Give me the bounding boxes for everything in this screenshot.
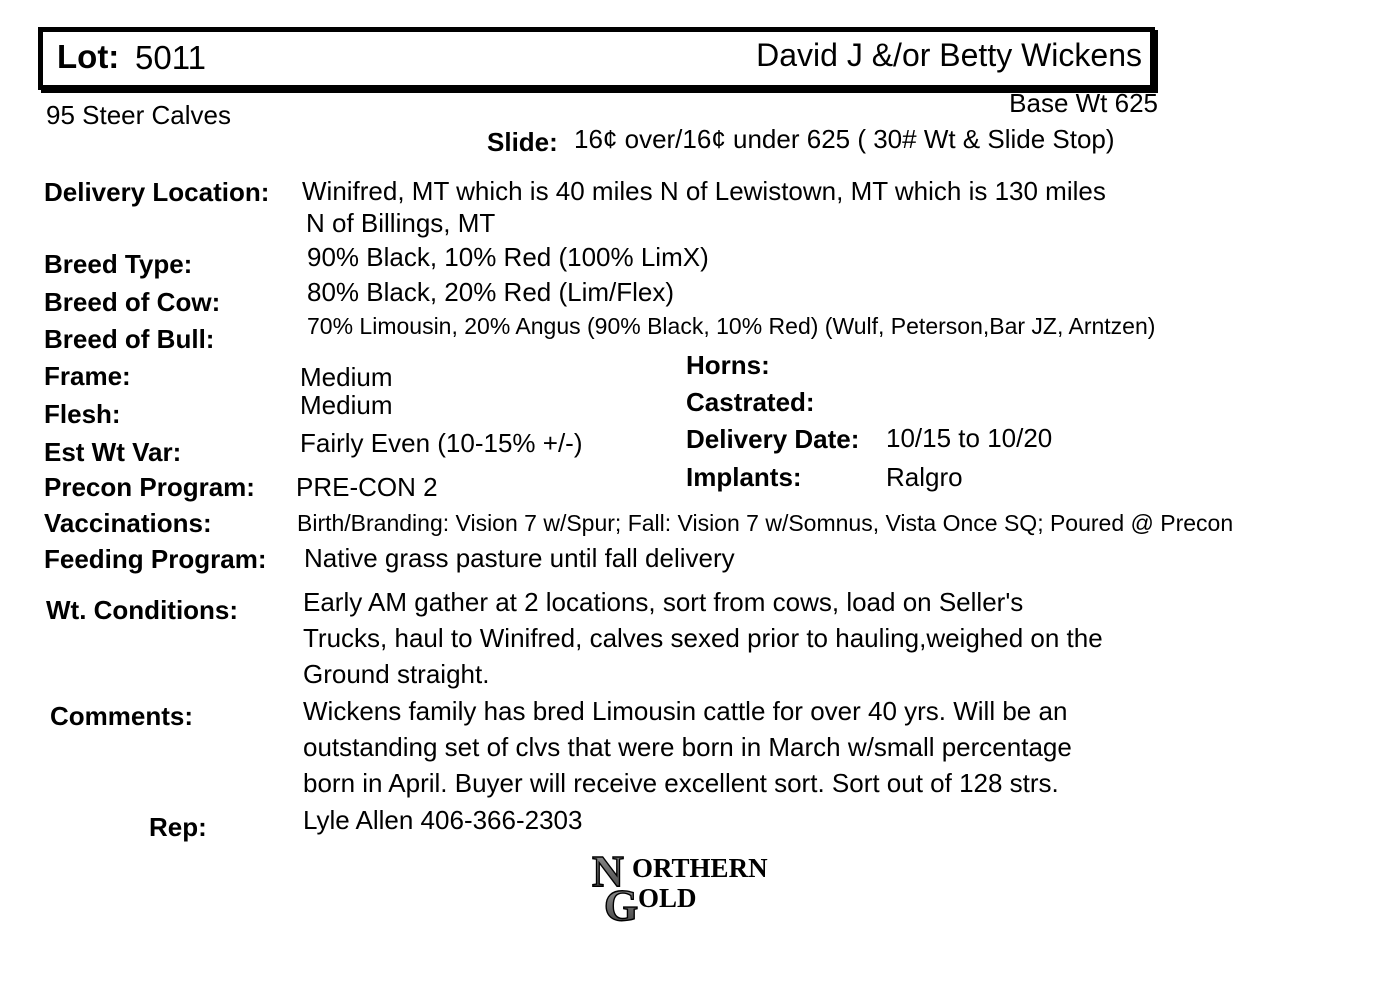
comments-line3: born in April. Buyer will receive excellent sort. Sort out of 128 strs. [303,768,1059,798]
delivery-location-line2: N of Billings, MT [306,208,496,238]
breed-of-cow-value: 80% Black, 20% Red (Lim/Flex) [307,277,675,307]
wt-conditions-line2: Trucks, haul to Winifred, calves sexed prior to hauling,weighed on the [303,623,1103,653]
vaccinations-label: Vaccinations: [44,508,212,538]
comments-label: Comments: [50,701,194,731]
frame-label: Frame: [44,361,131,391]
delivery-date-value: 10/15 to 10/20 [886,423,1053,453]
vaccinations-value: Birth/Branding: Vision 7 w/Spur; Fall: Vision 7 w/Somnus, Vista Once SQ; Poured @ Precon [297,510,1234,536]
feeding-program-label: Feeding Program: [44,544,267,574]
implants-label: Implants: [686,462,802,492]
feeding-program-value: Native grass pasture until fall delivery [304,543,735,573]
seller-name: David J &/or Betty Wickens [756,37,1142,73]
est-wt-var-label: Est Wt Var: [44,437,182,467]
northern-gold-logo [590,846,790,922]
slide-value: 16¢ over/16¢ under 625 ( 30# Wt & Slide Stop) [574,124,1115,154]
flesh-label: Flesh: [44,399,121,429]
rep-value: Lyle Allen 406-366-2303 [303,805,583,835]
precon-program-value: PRE-CON 2 [296,472,438,502]
est-wt-var-value: Fairly Even (10-15% +/-) [300,428,583,458]
comments-line2: outstanding set of clvs that were born in March w/small percentage [303,732,1072,762]
logo-text-bottom: OLD [638,883,697,913]
head-count: 95 Steer Calves [46,100,231,130]
slide-label: Slide: [487,127,558,157]
wt-conditions-label: Wt. Conditions: [46,595,239,625]
delivery-location-label: Delivery Location: [44,177,270,207]
delivery-location-line1: Winifred, MT which is 40 miles N of Lewistown, MT which is 130 miles [302,176,1106,206]
delivery-date-label: Delivery Date: [686,424,860,454]
implants-value: Ralgro [886,462,963,492]
wt-conditions-line1: Early AM gather at 2 locations, sort from cows, load on Seller's [303,587,1024,617]
base-weight: Base Wt 625 [1009,88,1158,118]
precon-program-label: Precon Program: [44,472,255,502]
breed-type-label: Breed Type: [44,249,193,279]
logo-text-top: ORTHERN [632,853,768,883]
logo-letter-g: G [604,881,639,922]
frame-value: Medium [300,362,393,392]
lot-number: 5011 [135,39,206,76]
breed-of-bull-label: Breed of Bull: [44,324,215,354]
flesh-value: Medium [300,390,393,420]
rep-label: Rep: [149,812,207,842]
castrated-label: Castrated: [686,387,815,417]
wt-conditions-line3: Ground straight. [303,659,490,689]
lot-header [38,27,1155,90]
horns-label: Horns: [686,350,770,380]
lot-label: Lot: [57,38,120,75]
breed-of-bull-value: 70% Limousin, 20% Angus (90% Black, 10% Red) (Wulf, Peterson,Bar JZ, Arntzen) [307,313,1156,339]
logo-letter-n: N [592,847,624,896]
breed-type-value: 90% Black, 10% Red (100% LimX) [307,242,709,272]
breed-of-cow-label: Breed of Cow: [44,287,221,317]
comments-line1: Wickens family has bred Limousin cattle for over 40 yrs. Will be an [303,696,1068,726]
